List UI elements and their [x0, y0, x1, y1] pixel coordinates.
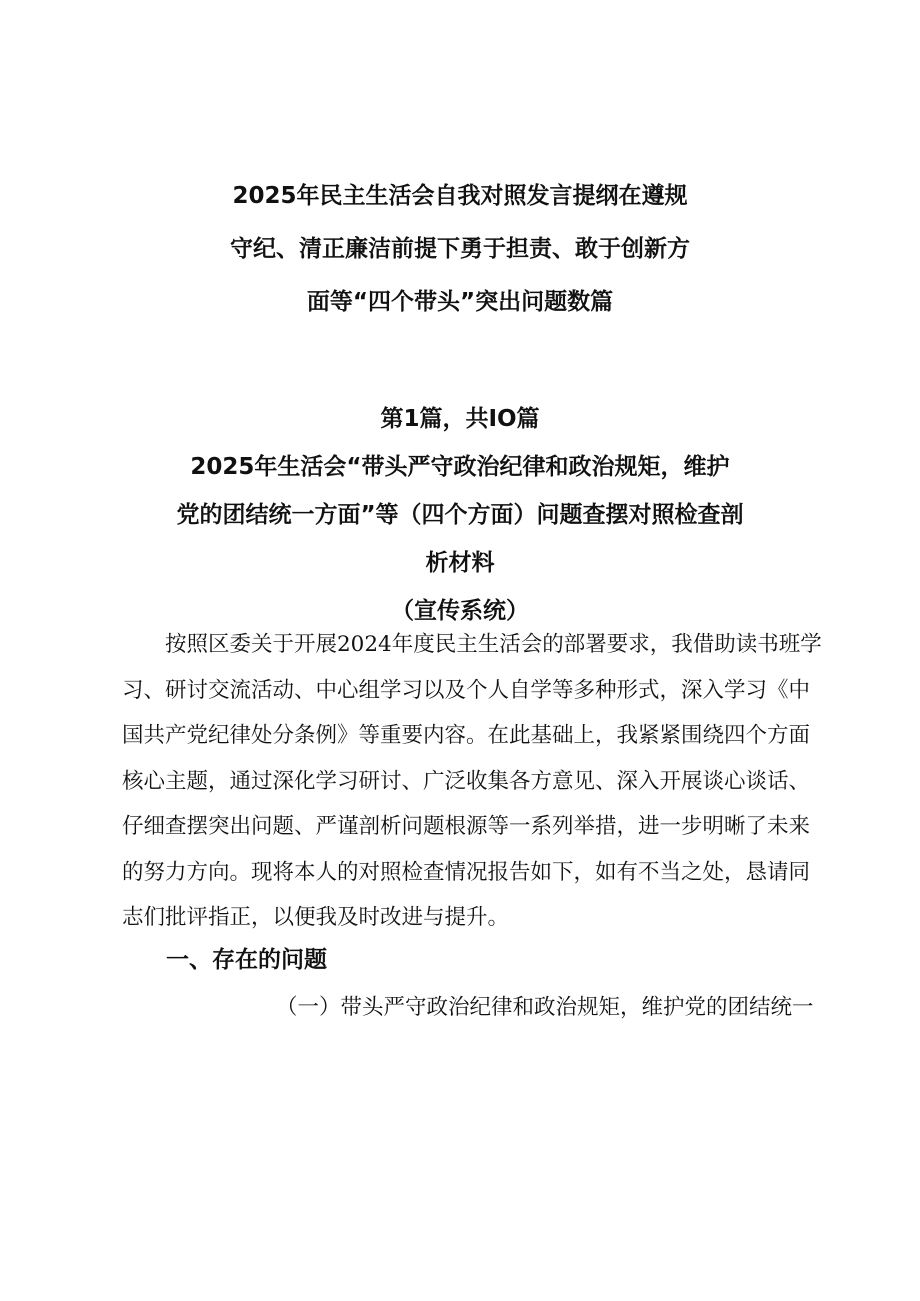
document-title-line: 守纪、清正廉洁前提下勇于担责、敢于创新方: [230, 236, 690, 262]
article-header: [120, 395, 800, 635]
part-label: 第1篇，共IO篇: [380, 406, 540, 432]
article-title-line: 析材料: [425, 550, 495, 576]
intro-line: 习、研讨交流活动、中心组学习以及个人自学等多种形式，深入学习《中: [122, 677, 811, 703]
article-title-line: 2025年生活会“带头严守政治纪律和政治规矩，维护: [190, 454, 730, 480]
intro-line: 的努力方向。现将本人的对照检查情况报告如下，如有不当之处，恳请同: [122, 859, 811, 885]
article-title-line: 党的团结统一方面”等（四个方面）问题查摆对照检查剖: [176, 502, 744, 528]
subsection-heading: （一）带头严守政治纪律和政治规矩，维护党的团结统一: [276, 995, 814, 1020]
document-title-line: 面等“四个带头”突出问题数篇: [306, 289, 614, 315]
document-title-line: 2025年民主生活会自我对照发言提纲在遵规: [232, 183, 688, 209]
intro-line: 国共产党纪律处分条例》等重要内容。在此基础上，我紧紧围绕四个方面: [122, 723, 811, 748]
intro-line: 核心主题，通过深化学习研讨、广泛收集各方意见、深入开展谈心谈话、: [122, 768, 811, 794]
intro-line: 仔细查摆突出问题、严谨剖析问题根源等一系列举措，进一步明晰了未来: [122, 814, 811, 839]
document-title: [150, 170, 770, 329]
intro-line: 志们批评指正，以便我及时改进与提升。: [122, 905, 510, 930]
intro-paragraph: [122, 622, 822, 941]
section-heading: 一、存在的问题: [166, 947, 327, 973]
intro-line: 按照区委关于开展2024年度民主生活会的部署要求，我借助读书班学: [165, 632, 822, 657]
article-subtitle: （宣传系统）: [391, 598, 529, 624]
